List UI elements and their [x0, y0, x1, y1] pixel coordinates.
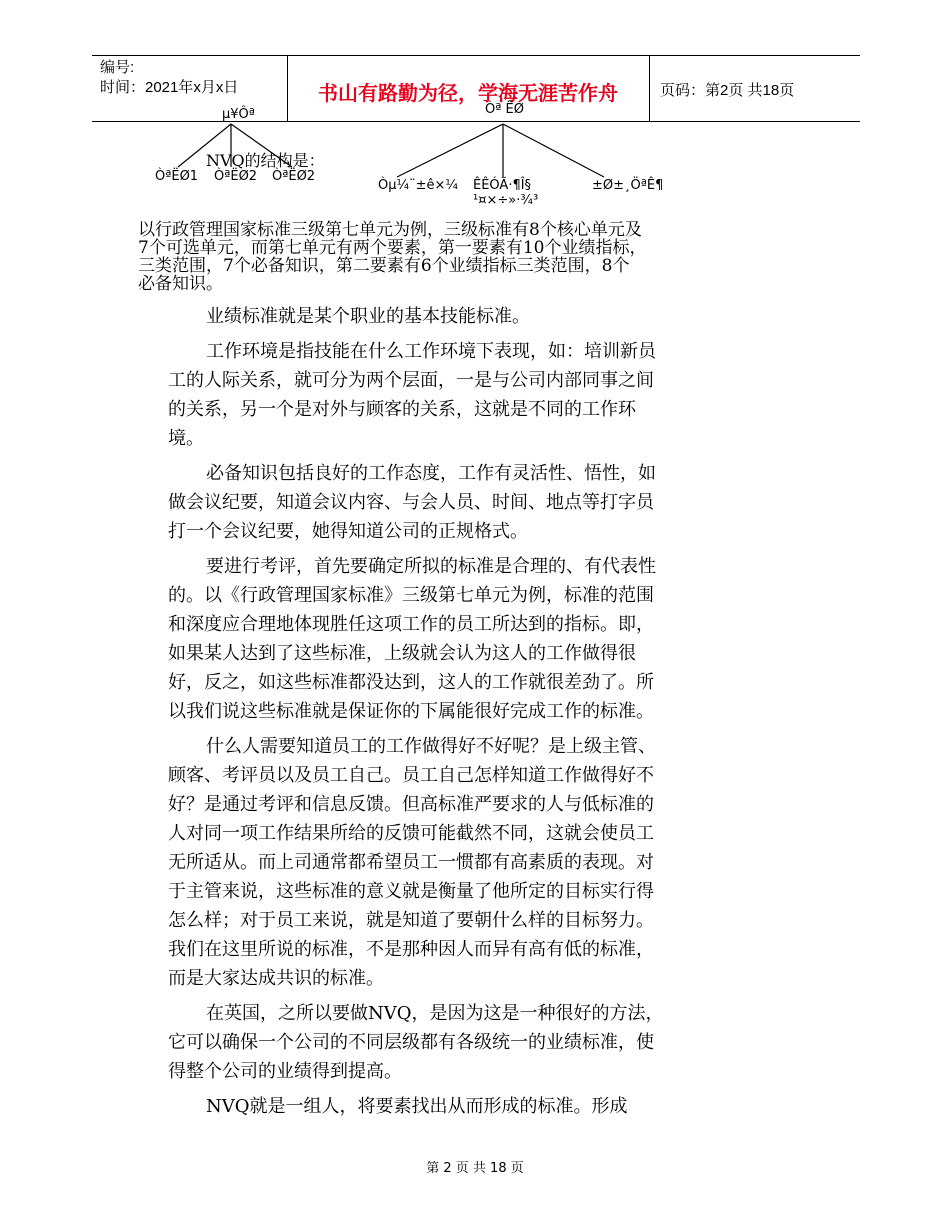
paragraph-work-environment: 工作环境是指技能在什么工作环境下表现，如：培训新员工的人际关系，就可分为两个层面，一是与公司内部同事之间的关系，另一个是对外与顾客的关系，这就是不同的工作环境。 [168, 341, 656, 449]
diagram-element-2: ÒªËØ2 [214, 169, 258, 184]
intro-line-1: 以行政管理国家标准三级第七单元为例，三级标准有8个核心单元及 [138, 220, 642, 240]
diagram-range-b: ¹¤×÷»·¾³ [473, 193, 539, 208]
diagram-performance-criteria: Òµ¼¨±ê×¼ [378, 178, 458, 193]
paragraph-required-knowledge: 必备知识包括良好的工作态度，工作有灵活性、悟性，如做会议纪要，知道会议内容、与会人员、时间、地点等打字员打一个会议纪要，她得知道公司的正规格式。 [168, 463, 656, 542]
diagram-knowledge: ±Ø±¸ÖªÊ¶ [592, 178, 664, 193]
header-motto: 书山有路勤为径，学海无涯苦作舟 [318, 81, 618, 105]
diagram-title: NVQ的结构是： [206, 151, 325, 170]
paragraph-performance-standard: 业绩标准就是某个职业的基本技能标准。 [206, 306, 530, 327]
diagram-element-3: ÒªËØ2 [272, 169, 316, 184]
body-text [168, 302, 668, 1127]
intro-line-2: 7个可选单元，而第七单元有两个要素，第一要素有10个业绩指标， [138, 238, 647, 258]
diagram-range-a: ÊÊÓÃ·¶Î§ [473, 178, 532, 193]
intro-paragraph [138, 221, 718, 293]
intro-line-4: 必备知识。 [138, 274, 223, 294]
paragraph-assessment: 要进行考评，首先要确定所拟的标准是合理的、有代表性的。以《行政管理国家标准》三级第七单元为例，标准的范围和深度应合理地体现胜任这项工作的员工所达到的指标。即，如果某人达到了这些标准，上级就会认为这人的工作做得很好，反之，如这些标准都没达到，这人的工作就很差劲了。所以我们说这些标准就是保证你的下属能很好完成工作的标准。 [168, 556, 656, 722]
time-label: 时间：2021年x月x日 [100, 79, 239, 96]
diagram-element-node: Òª ËØ [485, 102, 524, 117]
diagram-unit-node: µ¥Ôª [222, 107, 255, 122]
serial-label: 编号: [100, 59, 135, 76]
diagram-element-1: ÒªËØ1 [155, 169, 199, 184]
paragraph-feedback: 什么人需要知道员工的工作做得好不好呢？是上级主管、顾客、考评员以及员工自己。员工自己怎样知道工作做得好不好？是通过考评和信息反馈。但高标准严要求的人与低标准的人对同一项工作结果所给的反馈可能截然不同，这就会使员工无所适从。而上司通常都希望员工一惯都有高素质的表现。对于主管来说，这些标准的意义就是衡量了他所定的目标实行得怎么样；对于员工来说，就是知道了要朝什么样的目标努力。我们在这里所说的标准，不是那种因人而异有高有低的标准，而是大家达成共识的标准。 [168, 736, 656, 989]
paragraph-nvq-definition: NVQ就是一组人，将要素找出从而形成的标准。形成 [206, 1096, 628, 1117]
header-page-info: 页码：第2页 共18页 [660, 82, 795, 99]
page-footer: 第 2 页 共 18 页 [426, 1161, 524, 1176]
paragraph-uk-nvq: 在英国，之所以要做NVQ，是因为这是一种很好的方法，它可以确保一个公司的不同层级都有各级统一的业绩标准，使得整个公司的业绩得到提高。 [168, 1003, 664, 1082]
intro-line-3: 三类范围，7个必备知识，第二要素有6个业绩指标三类范围，8个 [138, 256, 630, 276]
